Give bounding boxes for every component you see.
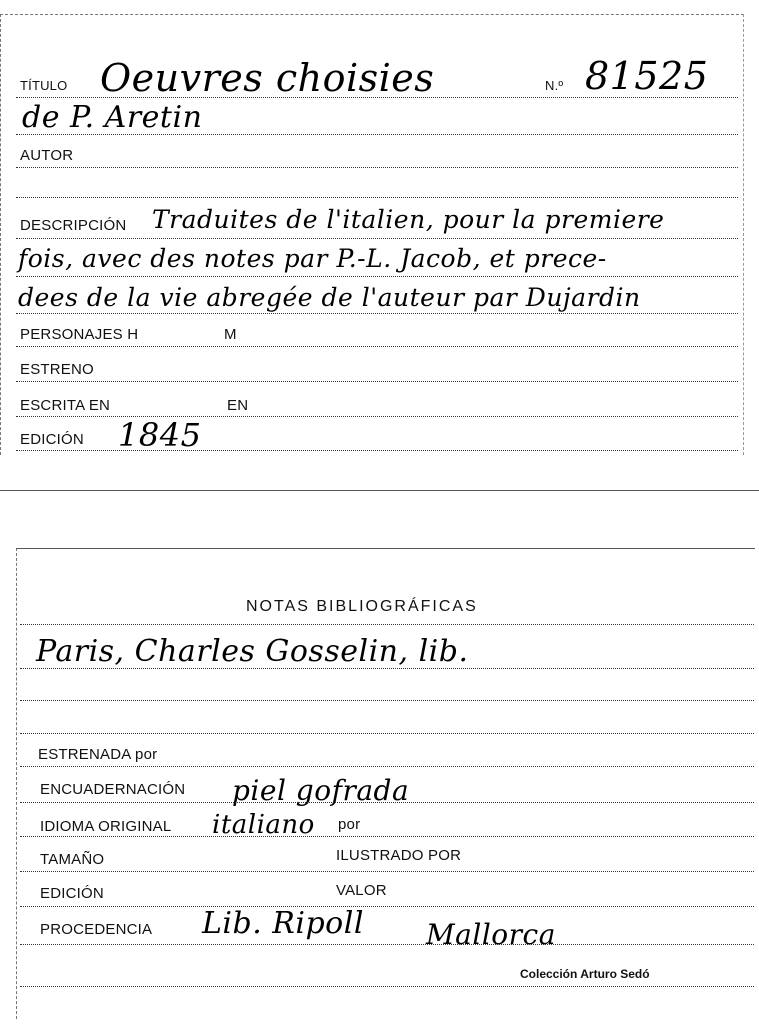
estrenada-label: ESTRENADA por xyxy=(38,746,158,763)
autor-line-2 xyxy=(16,197,738,198)
idioma-value: italiano xyxy=(212,810,315,840)
idioma-line xyxy=(20,836,754,837)
card-separator xyxy=(0,490,759,491)
notas-line-3 xyxy=(20,700,754,701)
titulo-line xyxy=(16,97,738,98)
tamano-line xyxy=(20,871,754,872)
valor-label: VALOR xyxy=(336,882,387,899)
descripcion-label: DESCRIPCIÓN xyxy=(20,217,127,234)
notas-value: Paris, Charles Gosselin, lib. xyxy=(36,634,469,669)
descripcion-line2: fois, avec des notes par P.-L. Jacob, et prece- xyxy=(18,244,607,273)
autor-label: AUTOR xyxy=(20,147,74,164)
notas-heading: NOTAS BIBLIOGRÁFICAS xyxy=(246,598,478,615)
numero-value: 81525 xyxy=(585,54,709,98)
procedencia-value-2: Mallorca xyxy=(426,918,556,951)
en-label: EN xyxy=(227,397,249,414)
descripcion-line3: dees de la vie abregée de l'auteur par Dujardin xyxy=(18,283,641,312)
escrita-en-label: ESCRITA EN xyxy=(20,397,111,414)
estreno-label: ESTRENO xyxy=(20,361,94,378)
personajes-label: PERSONAJES H xyxy=(20,326,139,343)
notas-line-1 xyxy=(20,624,754,625)
collection-credit: Colección Arturo Sedó xyxy=(520,967,650,981)
encuadernacion-line xyxy=(20,802,754,803)
tamano-label: TAMAÑO xyxy=(40,851,105,868)
descripcion-line-c xyxy=(16,313,738,314)
descripcion-line-b xyxy=(16,276,738,277)
titulo-line-2 xyxy=(16,134,738,135)
estrenada-line xyxy=(20,766,754,767)
edicion-line xyxy=(16,450,738,451)
estreno-line xyxy=(16,381,738,382)
bottom-line xyxy=(20,986,754,987)
edicion-label: EDICIÓN xyxy=(20,431,84,448)
ilustrado-label: ILUSTRADO POR xyxy=(336,847,462,864)
titulo-value-line1: Oeuvres choisies xyxy=(100,56,435,100)
titulo-label: TÍTULO xyxy=(20,78,68,93)
por-label: por xyxy=(338,816,361,833)
procedencia-line xyxy=(20,944,754,945)
edicion2-label: EDICIÓN xyxy=(40,885,104,902)
procedencia-value-1: Lib. Ripoll xyxy=(202,906,364,941)
encuadernacion-label: ENCUADERNACIÓN xyxy=(40,781,186,798)
descripcion-line1: Traduites de l'italien, pour la premiere xyxy=(152,205,665,234)
m-label: M xyxy=(224,326,237,343)
notas-line-2 xyxy=(20,668,754,669)
procedencia-label: PROCEDENCIA xyxy=(40,921,153,938)
descripcion-line-a xyxy=(16,238,738,239)
autor-line xyxy=(16,167,738,168)
edicion2-line xyxy=(20,906,754,907)
idioma-label: IDIOMA ORIGINAL xyxy=(40,818,172,835)
edicion-value: 1845 xyxy=(118,416,202,454)
personajes-line xyxy=(16,346,738,347)
titulo-value-line2: de P. Aretin xyxy=(22,100,203,135)
encuadernacion-value: piel gofrada xyxy=(232,774,410,807)
numero-label: N.º xyxy=(545,78,564,93)
notas-line-4 xyxy=(20,733,754,734)
